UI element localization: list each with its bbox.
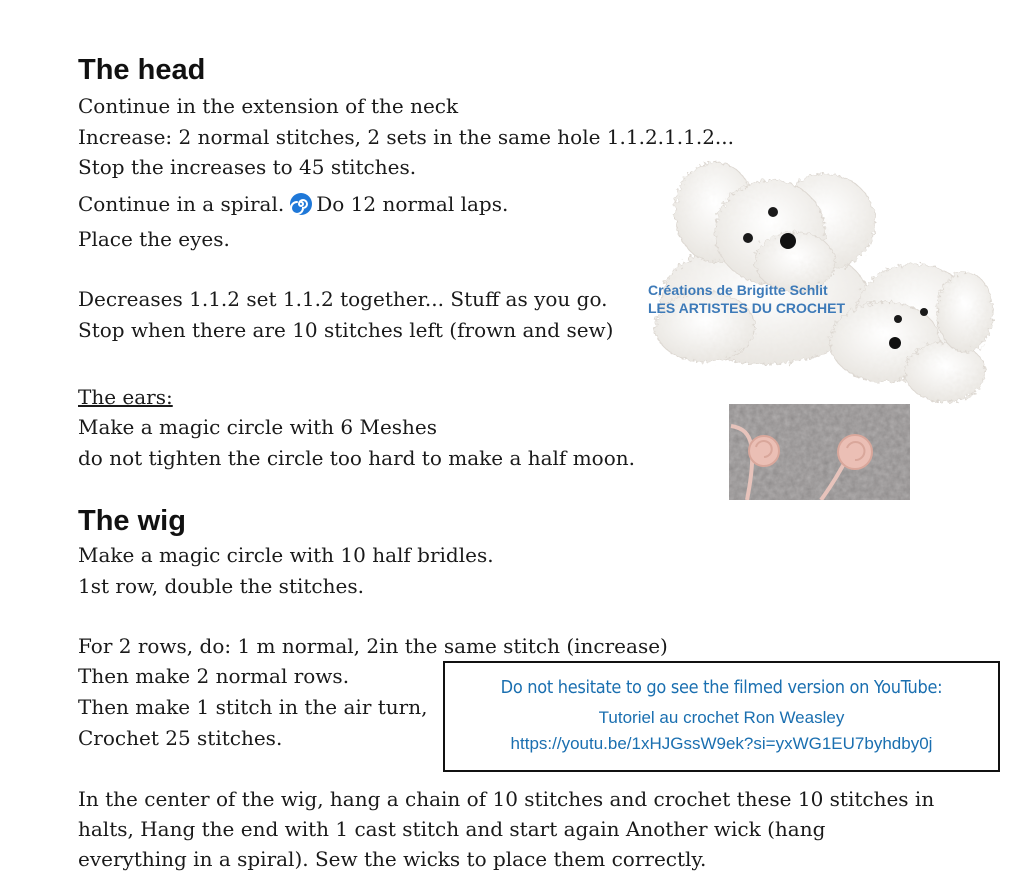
wig-line-4: Then make 2 normal rows. xyxy=(78,664,350,688)
ears-line-2: do not tighten the circle too hard to make a half moon. xyxy=(78,446,635,470)
head-line-2: Increase: 2 normal stitches, 2 sets in the same hole 1.1.2.1.1.2... xyxy=(78,125,734,149)
head-spiral-line xyxy=(78,192,508,216)
watermark-line-1: Créations de Brigitte Schlit xyxy=(648,282,828,298)
wig-heading: The wig xyxy=(78,505,186,537)
dogs-illustration xyxy=(645,152,995,407)
spiral-text-after: Do 12 normal laps. xyxy=(316,192,509,216)
wig-paragraph-line-3: everything in a spiral). Sew the wicks to place them correctly. xyxy=(78,847,707,871)
tutorial-title: Tutoriel au crochet Ron Weasley xyxy=(598,708,845,727)
wig-line-2: 1st row, double the stitches. xyxy=(78,574,364,598)
wig-line-5: Then make 1 stitch in the air turn, xyxy=(78,695,428,719)
wig-line-1: Make a magic circle with 10 half bridles. xyxy=(78,543,494,567)
cyclone-icon xyxy=(290,193,312,215)
ears-line-1: Make a magic circle with 6 Meshes xyxy=(78,415,438,439)
head-line-3: Stop the increases to 45 stitches. xyxy=(78,155,417,179)
youtube-link[interactable]: https://youtu.be/1xHJGssW9ek?si=yxWG1EU7byhdby0j xyxy=(510,734,933,753)
ears-photo xyxy=(729,404,910,500)
youtube-invite-text: Do not hesitate to go see the filmed version on YouTube: xyxy=(500,677,943,698)
wig-paragraph-line-1: In the center of the wig, hang a chain of 10 stitches and crochet these 10 stitches in xyxy=(78,787,935,811)
wig-line-6: Crochet 25 stitches. xyxy=(78,726,283,750)
head-line-1: Continue in the extension of the neck xyxy=(78,94,459,118)
wig-line-3: For 2 rows, do: 1 m normal, 2in the same stitch (increase) xyxy=(78,634,668,658)
decreases-line-2: Stop when there are 10 stitches left (frown and sew) xyxy=(78,318,614,342)
dogs-photo xyxy=(645,152,995,407)
youtube-info-box xyxy=(443,661,1000,772)
wig-paragraph-line-2: halts, Hang the end with 1 cast stitch and start again Another wick (hang xyxy=(78,817,826,841)
head-eyes-line: Place the eyes. xyxy=(78,227,230,251)
head-heading: The head xyxy=(78,54,206,86)
spiral-text-before: Continue in a spiral. xyxy=(78,192,285,216)
watermark-line-2: LES ARTISTES DU CROCHET xyxy=(648,300,846,316)
ears-illustration xyxy=(729,404,910,500)
ears-heading: The ears: xyxy=(78,385,173,409)
decreases-line-1: Decreases 1.1.2 set 1.1.2 together... Stuff as you go. xyxy=(78,287,608,311)
